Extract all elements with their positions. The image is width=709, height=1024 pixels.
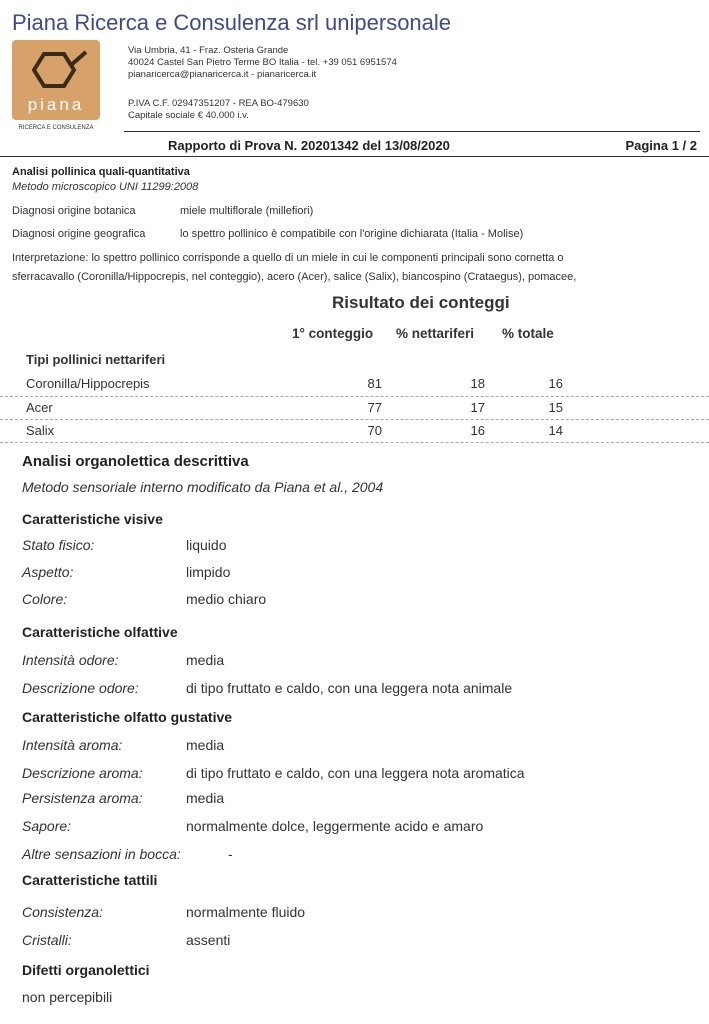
- geo-label: Diagnosi origine geografica: [12, 228, 146, 240]
- column-header-total: % totale: [502, 326, 554, 341]
- column-header-nectar: % nettariferi: [396, 326, 475, 341]
- row-nectar-salix: 16: [470, 423, 485, 438]
- page-number: Pagina 1 / 2: [625, 138, 697, 153]
- address-line-3: pianaricerca@pianaricerca.it - pianaricerca.it: [128, 69, 317, 80]
- logo-subtitle: RICERCA E CONSULENZA: [18, 125, 94, 131]
- row-count-acer: 77: [367, 400, 382, 415]
- row-count-coronilla: 81: [367, 376, 382, 391]
- visual-label-state: Stato fisico:: [22, 537, 95, 553]
- interpretation-line-2: sferracavallo (Coronilla/Hippocrepis, nel conteggio), acero (Acer), salice (Salix), biancospino (Crataegus), pomacee,: [12, 271, 577, 283]
- taste-value-other: -: [228, 846, 233, 862]
- row-divider: [0, 419, 709, 420]
- row-total-coronilla: 16: [548, 376, 563, 391]
- row-name-coronilla: Coronilla/Hippocrepis: [26, 376, 150, 391]
- row-divider: [0, 396, 709, 397]
- taste-value-intensity: media: [186, 737, 225, 753]
- botanic-value: miele multiflorale (millefiori): [180, 205, 314, 217]
- visual-label-color: Colore:: [22, 591, 68, 607]
- visual-value-color: medio chiaro: [186, 591, 267, 607]
- olfactory-title: Caratteristiche olfattive: [22, 624, 178, 640]
- olfactory-label-intensity: Intensità odore:: [22, 652, 119, 668]
- row-name-salix: Salix: [26, 423, 55, 438]
- olfactory-value-description: di tipo fruttato e caldo, con una leggera nota animale: [186, 680, 513, 696]
- header-divider-bottom: [0, 156, 709, 157]
- tactile-title: Caratteristiche tattili: [22, 872, 158, 888]
- company-name: Piana Ricerca e Consulenza srl unipersonale: [12, 10, 452, 35]
- defects-value: non percepibili: [22, 989, 113, 1005]
- taste-label-intensity: Intensità aroma:: [22, 737, 123, 753]
- address-line-2: 40024 Castel San Pietro Terme BO Italia - tel. +39 051 6951574: [128, 57, 397, 68]
- taste-label-flavor: Sapore:: [22, 818, 72, 834]
- row-count-salix: 70: [367, 423, 382, 438]
- organoleptic-method: Metodo sensoriale interno modificato da Piana et al., 2004: [22, 479, 384, 495]
- defects-title: Difetti organolettici: [22, 962, 150, 978]
- interpretation-line-1: Interpretazione: lo spettro pollinico corrisponde a quello di un miele in cui le componenti principali sono cornetta o: [12, 252, 564, 264]
- taste-title: Caratteristiche olfatto gustative: [22, 709, 233, 725]
- tactile-label-consistency: Consistenza:: [22, 904, 103, 920]
- logo-text: piana: [27, 95, 85, 114]
- results-title: Risultato dei conteggi: [332, 293, 510, 312]
- header-divider-top: [124, 131, 700, 132]
- tactile-value-consistency: normalmente fluido: [186, 904, 306, 920]
- capital-line: Capitale sociale € 40.000 i.v.: [128, 110, 249, 121]
- pollen-group-label: Tipi pollinici nettariferi: [26, 352, 166, 367]
- taste-value-description: di tipo fruttato e caldo, con una leggera nota aromatica: [186, 765, 525, 781]
- taste-label-description: Descrizione aroma:: [22, 765, 143, 781]
- visual-value-state: liquido: [186, 537, 227, 553]
- pollen-method: Metodo microscopico UNI 11299:2008: [12, 181, 199, 193]
- taste-label-persistence: Persistenza aroma:: [22, 790, 143, 806]
- visual-value-appearance: limpido: [186, 564, 231, 580]
- visual-title: Caratteristiche visive: [22, 511, 163, 527]
- taste-label-other: Altre sensazioni in bocca:: [22, 846, 181, 862]
- organoleptic-title: Analisi organolettica descrittiva: [22, 453, 249, 470]
- geo-value: lo spettro pollinico è compatibile con l'origine dichiarata (Italia - Molise): [180, 228, 524, 240]
- visual-label-appearance: Aspetto:: [22, 564, 74, 580]
- row-name-acer: Acer: [26, 400, 53, 415]
- company-logo: [12, 40, 112, 132]
- report-title: Rapporto di Prova N. 20201342 del 13/08/2020: [168, 138, 450, 153]
- address-line-1: Via Umbria, 41 - Fraz. Osteria Grande: [128, 45, 289, 56]
- tactile-label-crystals: Cristalli:: [22, 932, 72, 948]
- row-nectar-acer: 17: [470, 400, 485, 415]
- olfactory-label-description: Descrizione odore:: [22, 680, 139, 696]
- row-nectar-coronilla: 18: [470, 376, 485, 391]
- botanic-label: Diagnosi origine botanica: [12, 205, 136, 217]
- olfactory-value-intensity: media: [186, 652, 225, 668]
- row-divider: [0, 442, 709, 443]
- taste-value-flavor: normalmente dolce, leggermente acido e amaro: [186, 818, 484, 834]
- column-header-count: 1° conteggio: [292, 326, 374, 341]
- logo-hexagon-icon: [12, 40, 112, 132]
- vat-line: P.IVA C.F. 02947351207 - REA BO-479630: [128, 98, 309, 109]
- tactile-value-crystals: assenti: [186, 932, 231, 948]
- row-total-salix: 14: [548, 423, 563, 438]
- taste-value-persistence: media: [186, 790, 225, 806]
- row-total-acer: 15: [548, 400, 563, 415]
- pollen-title: Analisi pollinica quali-quantitativa: [12, 166, 190, 178]
